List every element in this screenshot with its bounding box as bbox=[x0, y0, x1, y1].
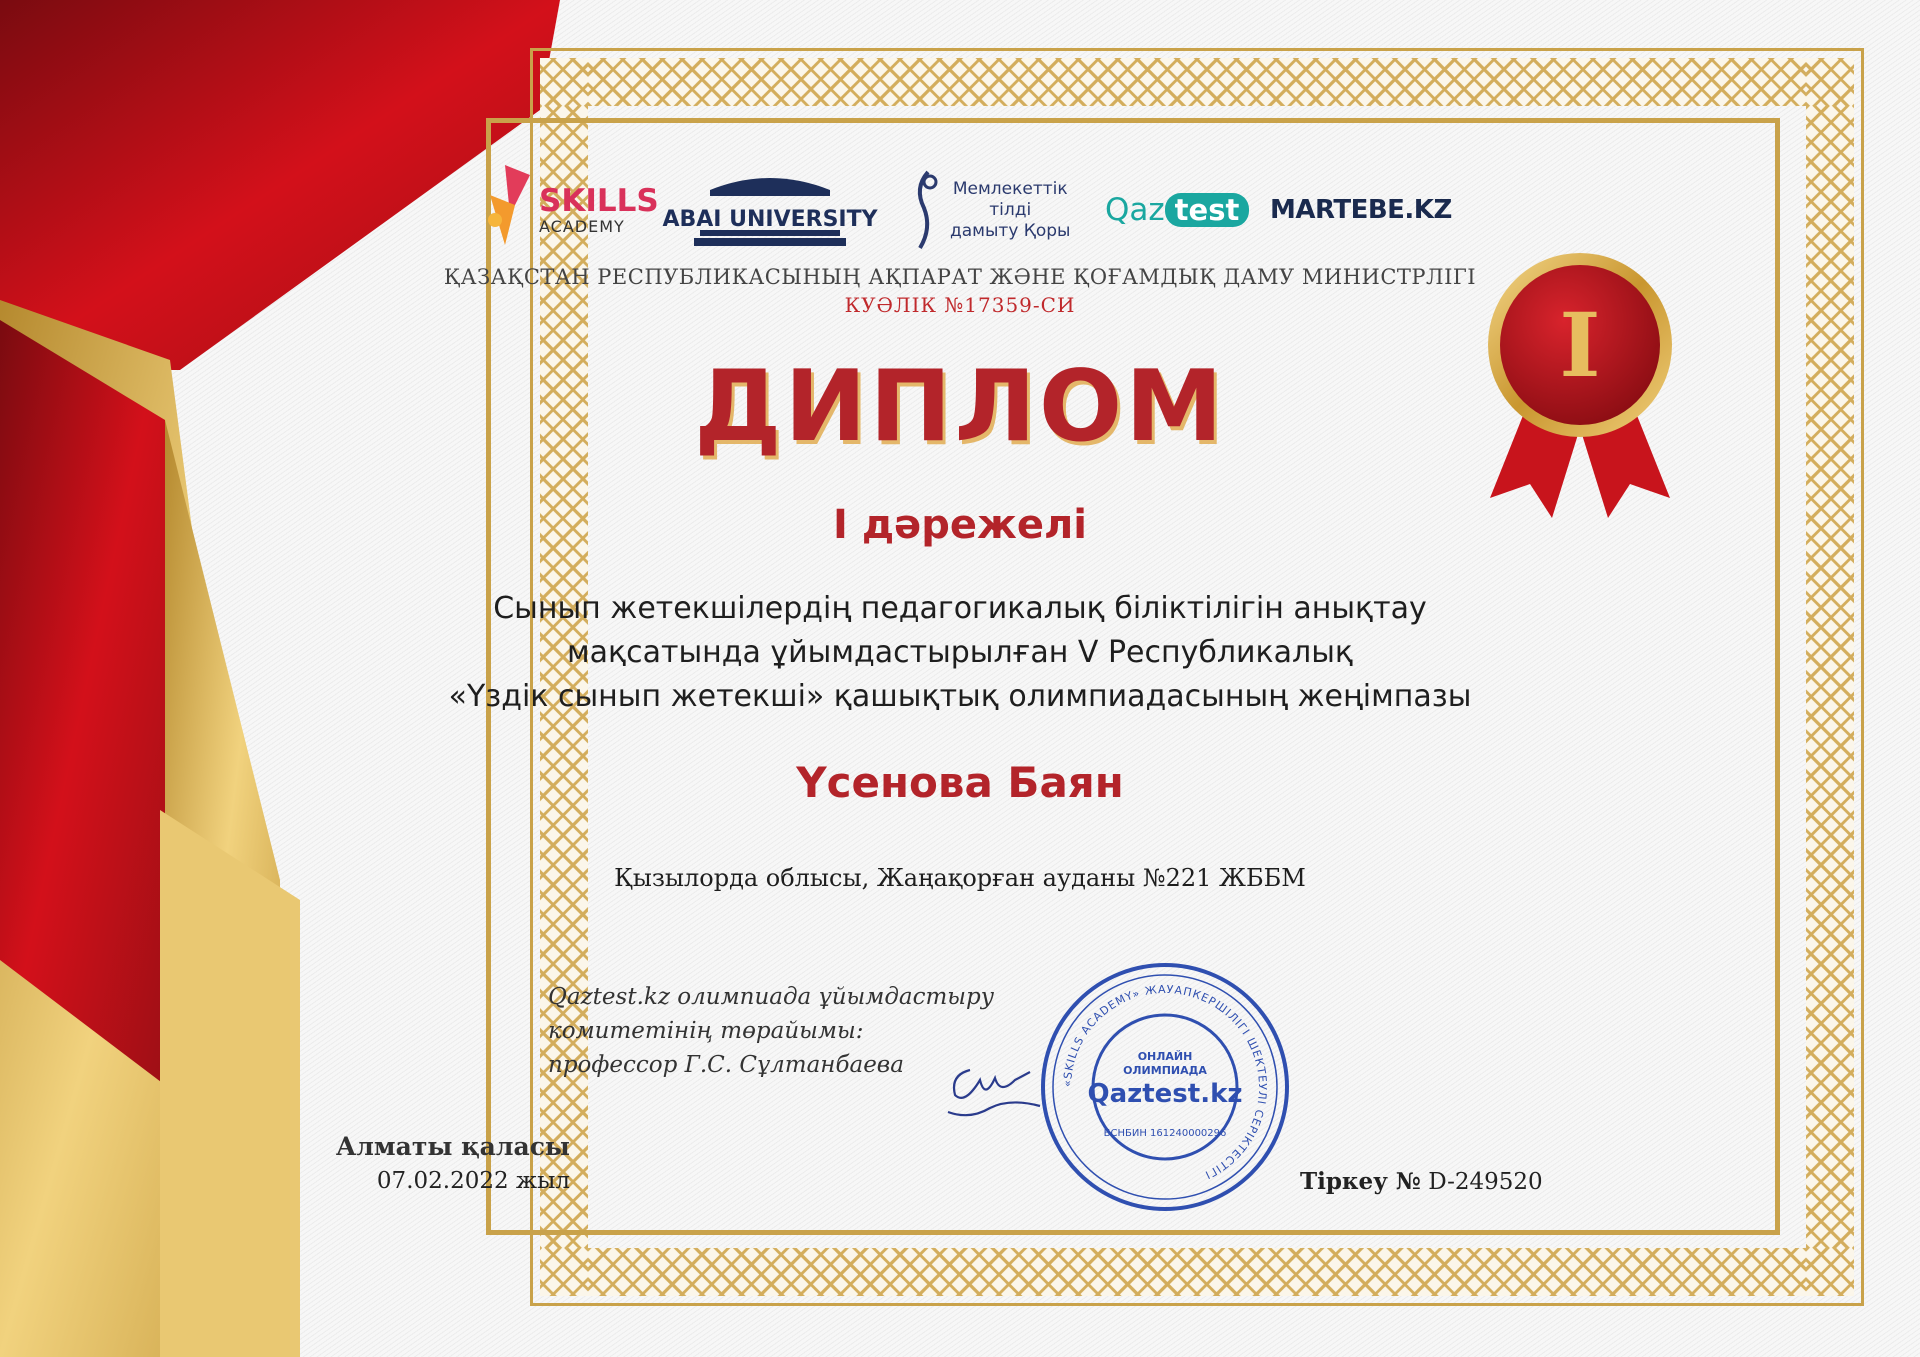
qaztest-text-b: test bbox=[1165, 193, 1250, 227]
stamp-bin: БСНБИН 161240000296 bbox=[1103, 1128, 1227, 1139]
abai-university-logo bbox=[662, 160, 878, 260]
martebe-logo bbox=[1270, 160, 1452, 260]
qaztest-text-a: Qaz bbox=[1105, 192, 1165, 228]
committee-line-1: Qaztest.kz олимпиада ұйымдастыру bbox=[548, 984, 995, 1010]
description-line-1: Сынып жетекшілердің педагогикалық біліктілігін анықтау bbox=[493, 591, 1427, 626]
language-fund-emblem-icon bbox=[910, 168, 944, 252]
academy-text: ACADEMY bbox=[539, 216, 625, 236]
committee-line-3: профессор Г.С. Сұлтанбаева bbox=[548, 1052, 904, 1078]
description-line-2: мақсатында ұйымдастырылған V Республикалық bbox=[566, 635, 1354, 670]
issue-date: 07.02.2022 жыл bbox=[376, 1168, 570, 1194]
stamp-center-top: ОНЛАЙН bbox=[1137, 1050, 1193, 1063]
abai-university-text: ABAI UNIVERSITY bbox=[662, 207, 878, 232]
stamp-center-brand: Qaztest.kz bbox=[1087, 1079, 1243, 1109]
abai-university-building-icon bbox=[662, 168, 878, 252]
official-stamp bbox=[1038, 960, 1292, 1214]
fund-line-3: дамыту Қоры bbox=[950, 220, 1071, 241]
description-line-3: «Үздік сынып жетекші» қашықтық олимпиадасының жеңімпазы bbox=[448, 679, 1472, 714]
school-line: Қызылорда облысы, Жаңақорған ауданы №221 ЖББМ bbox=[614, 864, 1306, 892]
skills-text: SKILLS bbox=[539, 182, 659, 219]
qaztest-logo bbox=[1105, 160, 1240, 260]
fund-line-2: тілді bbox=[989, 199, 1032, 220]
skills-academy-emblem-icon bbox=[485, 165, 535, 255]
committee-line-2: комитетінің төрайымы: bbox=[548, 1018, 864, 1044]
city-label: Алматы қаласы bbox=[335, 1132, 570, 1161]
registration-label: Тіркеу № bbox=[1300, 1168, 1421, 1195]
degree-label: I дәрежелі bbox=[833, 502, 1087, 548]
first-place-medal-icon bbox=[1480, 248, 1680, 528]
logo-row bbox=[485, 160, 1452, 260]
description bbox=[330, 587, 1590, 719]
stamp-ring-text: «SKILLS ACADEMY» ЖАУАПКЕРШІЛІГІ ШЕКТЕУЛІ СЕРІКТЕСТІГІ bbox=[1060, 982, 1270, 1182]
skills-academy-logo bbox=[485, 160, 659, 260]
recipient-name: Үсенова Баян bbox=[796, 758, 1124, 807]
language-fund-logo bbox=[910, 160, 1085, 260]
stamp-center-mid: ОЛИМПИАДА bbox=[1123, 1064, 1207, 1077]
license-number: КУӘЛІК №17359-СИ bbox=[844, 293, 1076, 317]
martebe-text: MARTEBE.KZ bbox=[1270, 195, 1452, 225]
medal-numeral: I bbox=[1559, 293, 1601, 397]
fund-line-1: Мемлекеттік bbox=[952, 178, 1068, 199]
registration-value: D-249520 bbox=[1428, 1169, 1543, 1195]
registration-number bbox=[1300, 1168, 1580, 1195]
ministry-line: ҚАЗАҚСТАН РЕСПУБЛИКАСЫНЫҢ АҚПАРАТ ЖӘНЕ ҚОҒАМДЫҚ ДАМУ МИНИСТРЛІГІ bbox=[443, 265, 1477, 289]
diploma-title: ДИПЛОМ bbox=[694, 350, 1226, 464]
